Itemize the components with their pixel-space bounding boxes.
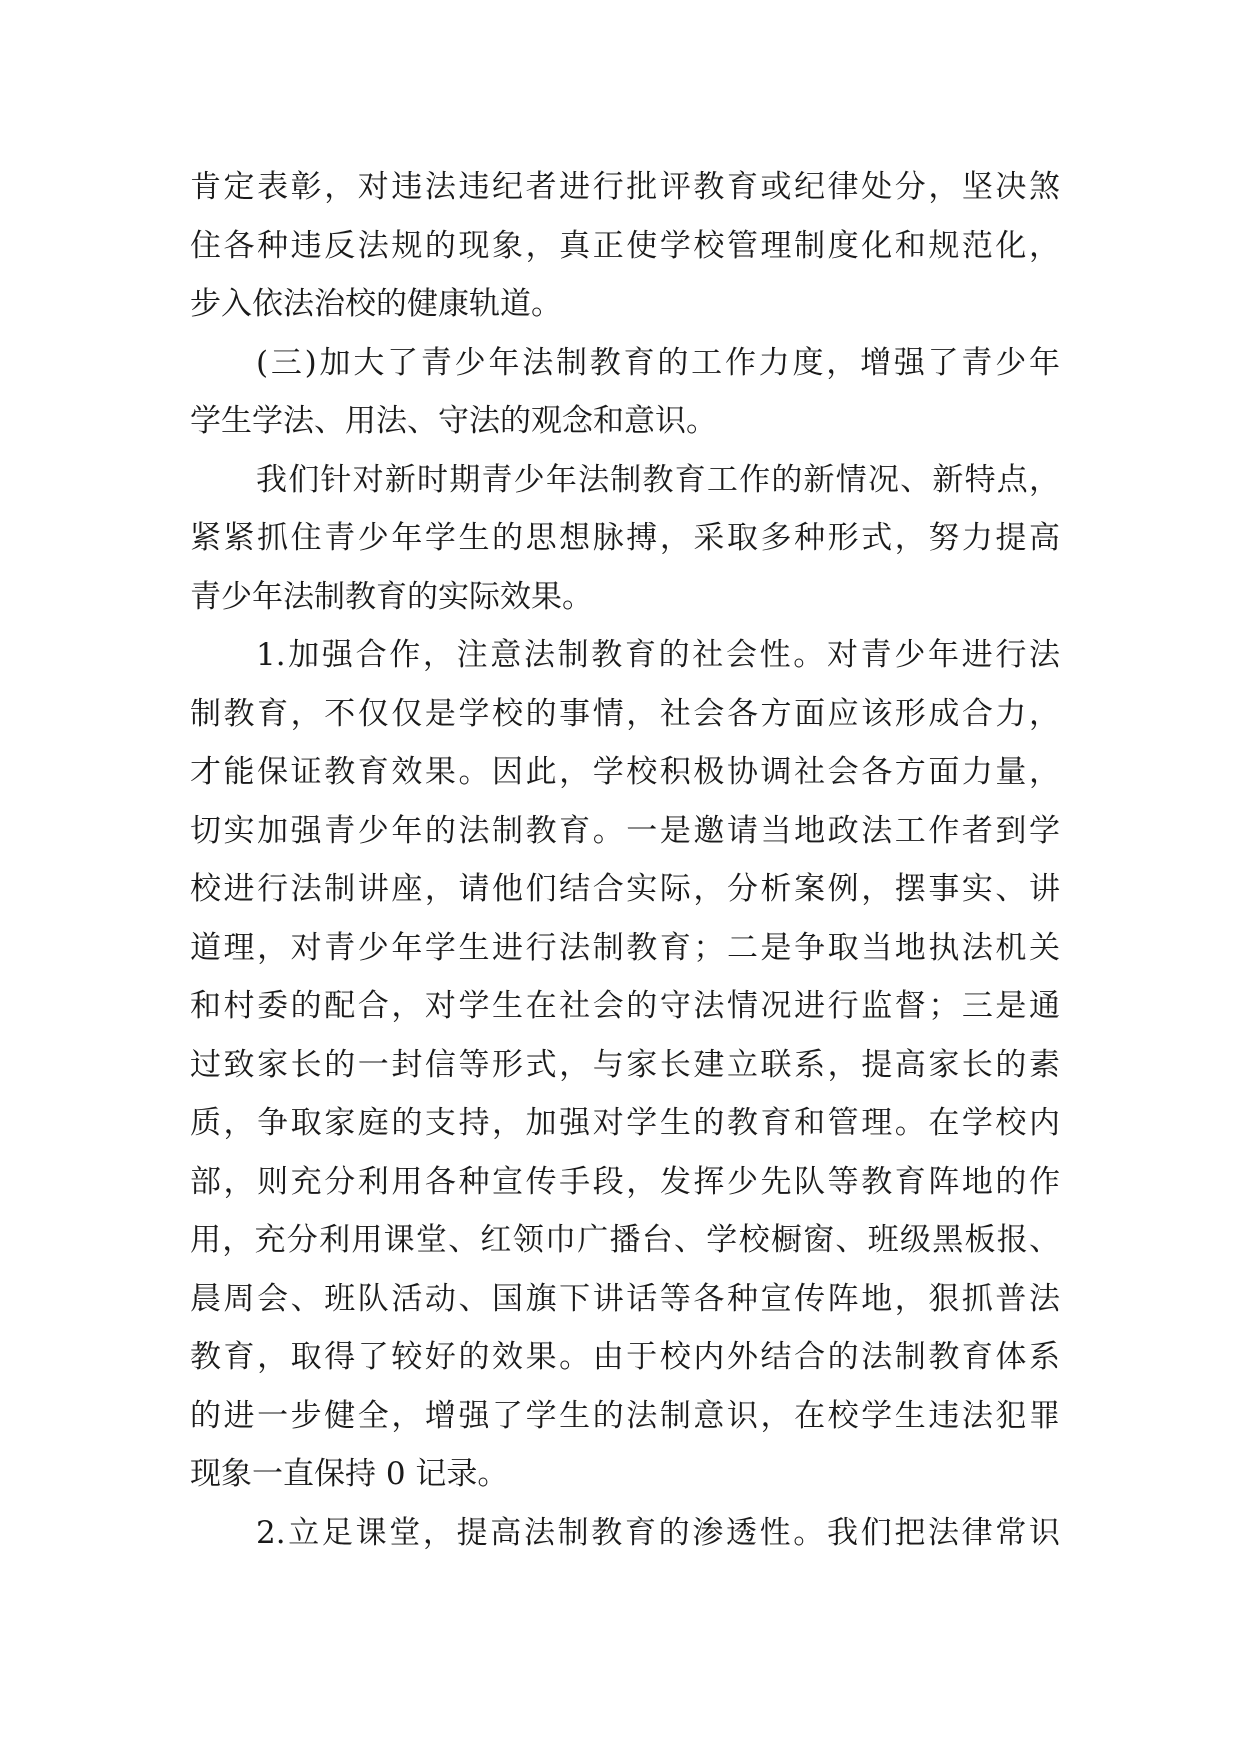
text-line: 现象一直保持 0 记录。 [190,1456,509,1492]
text-line: 紧紧抓住青少年学生的思想脉搏，采取多种形式，努力提高 [190,520,1060,556]
text-line: 质，争取家庭的支持，加强对学生的教育和管理。在学校内 [190,1105,1060,1141]
text-line: 制教育，不仅仅是学校的事情，社会各方面应该形成合力， [190,695,1060,732]
text-line: 步入依法治校的健康轨道。 [190,286,562,322]
text-line: 教育，取得了较好的效果。由于校内外结合的法制教育体系 [190,1339,1060,1375]
text-line: 和村委的配合，对学生在社会的守法情况进行监督；三是通 [190,988,1060,1024]
text-line: 青少年法制教育的实际效果。 [190,578,593,615]
text-line: 晨周会、班队活动、国旗下讲话等各种宣传阵地，狠抓普法 [190,1280,1060,1317]
text-line: 的进一步健全，增强了学生的法制意识，在校学生违法犯罪 [190,1397,1060,1434]
text-line: 切实加强青少年的法制教育。一是邀请当地政法工作者到学 [190,812,1060,849]
text-line: 2.立足课堂，提高法制教育的渗透性。我们把法律常识 [256,1514,1060,1551]
text-line: 肯定表彰，对违法违纪者进行批评教育或纪律处分，坚决煞 [190,169,1060,205]
text-line: 住各种违反法规的现象，真正使学校管理制度化和规范化， [190,227,1060,264]
text-line: 我们针对新时期青少年法制教育工作的新情况、新特点， [256,461,1060,498]
text-line: 用，充分利用课堂、红领巾广播台、学校橱窗、班级黑板报、 [190,1222,1060,1258]
text-line: 部，则充分利用各种宣传手段，发挥少先队等教育阵地的作 [190,1163,1060,1200]
text-line: 校进行法制讲座，请他们结合实际，分析案例，摆事实、讲 [190,871,1060,907]
text-line: 学生学法、用法、守法的观念和意识。 [190,403,717,439]
text-line: 1.加强合作，注意法制教育的社会性。对青少年进行法 [256,637,1060,673]
text-line: 才能保证教育效果。因此，学校积极协调社会各方面力量， [190,754,1060,790]
text-line: 道理，对青少年学生进行法制教育；二是争取当地执法机关 [190,929,1060,966]
text-line: (三)加大了青少年法制教育的工作力度，增强了青少年 [256,344,1060,381]
text-line: 过致家长的一封信等形式，与家长建立联系，提高家长的素 [190,1046,1060,1083]
body-text [190,158,1060,1562]
